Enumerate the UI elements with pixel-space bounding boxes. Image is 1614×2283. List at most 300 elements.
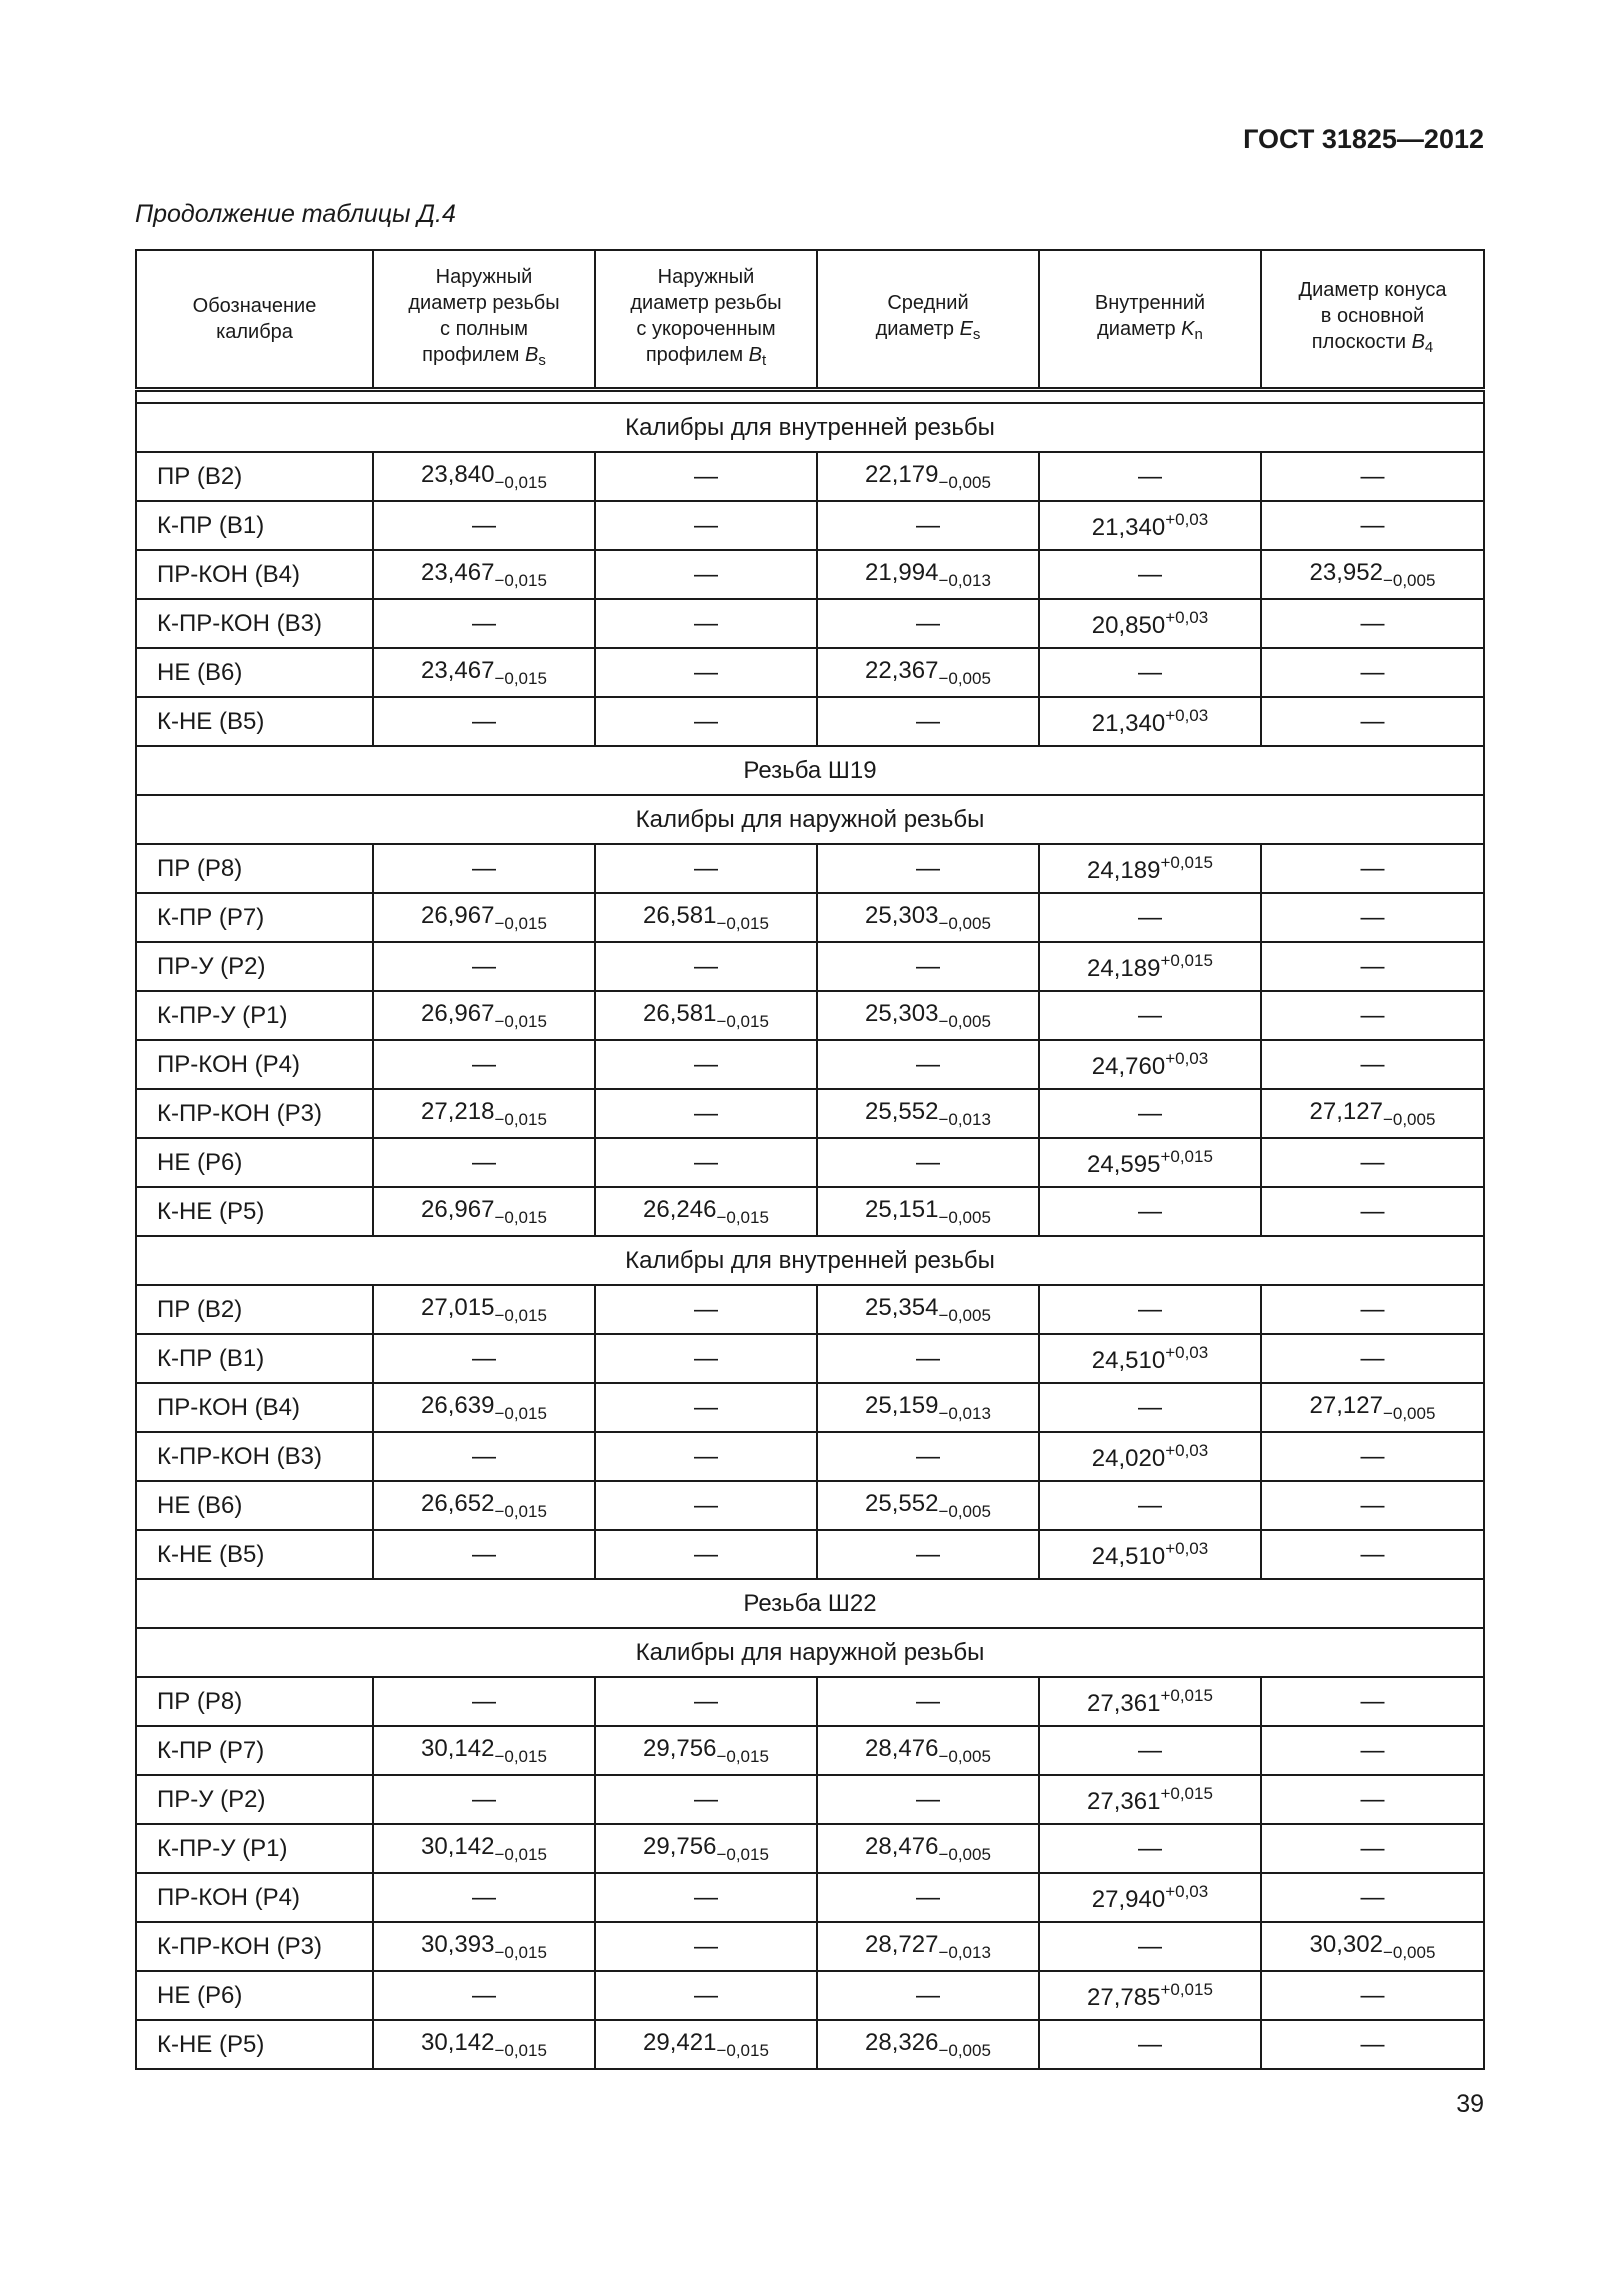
value-cell: — bbox=[1261, 1873, 1484, 1922]
value-cell: — bbox=[1039, 1089, 1261, 1138]
value-cell: — bbox=[595, 1971, 817, 2020]
gauge-designation: ПР-У (Р2) bbox=[136, 1775, 373, 1824]
tolerance-value: −0,013 bbox=[938, 1109, 991, 1129]
header-text: диаметр bbox=[1097, 318, 1182, 340]
nominal-value: 26,967 bbox=[421, 901, 495, 929]
value-cell: — bbox=[1261, 1530, 1484, 1579]
tolerance-value: −0,005 bbox=[938, 1844, 991, 1864]
value-cell bbox=[1039, 1677, 1261, 1726]
nominal-value: 27,127 bbox=[1309, 1391, 1383, 1419]
value-cell bbox=[1261, 1922, 1484, 1971]
section-title: Калибры для внутренней резьбы bbox=[136, 1236, 1484, 1285]
value-cell bbox=[373, 1089, 595, 1138]
table-row bbox=[136, 1187, 1484, 1236]
tolerance-value: −0,015 bbox=[716, 913, 769, 933]
value-cell: — bbox=[817, 1432, 1039, 1481]
value-cell: — bbox=[817, 1971, 1039, 2020]
value-cell bbox=[595, 1726, 817, 1775]
table-row bbox=[136, 1040, 1484, 1089]
value-cell: — bbox=[595, 1138, 817, 1187]
nominal-value: 24,189 bbox=[1087, 954, 1161, 982]
nominal-value: 23,467 bbox=[421, 558, 495, 586]
nominal-value: 30,302 bbox=[1309, 1930, 1383, 1958]
value-cell: — bbox=[1039, 1922, 1261, 1971]
header-cell bbox=[136, 250, 373, 390]
tolerance-value: +0,03 bbox=[1165, 1048, 1209, 1068]
gauge-designation: К-ПР-У (Р1) bbox=[136, 1824, 373, 1873]
value-cell bbox=[373, 893, 595, 942]
value-cell: — bbox=[817, 501, 1039, 550]
header-text: диаметр bbox=[875, 318, 960, 340]
header-text: плоскости bbox=[1311, 331, 1412, 353]
tolerance-value: −0,015 bbox=[494, 913, 547, 933]
nominal-value: 30,142 bbox=[421, 1832, 495, 1860]
nominal-value: 28,326 bbox=[865, 2028, 939, 2056]
tolerance-value: −0,013 bbox=[938, 1942, 991, 1962]
value-cell: — bbox=[595, 1481, 817, 1530]
table-caption: Продолжение таблицы Д.4 bbox=[135, 200, 456, 228]
value-cell: — bbox=[1261, 1481, 1484, 1530]
header-subscript: s bbox=[538, 352, 546, 369]
nominal-value: 28,476 bbox=[865, 1832, 939, 1860]
section-row bbox=[136, 1579, 1484, 1628]
value-cell bbox=[1039, 599, 1261, 648]
gauge-designation: НЕ (Р6) bbox=[136, 1138, 373, 1187]
header-symbol: E bbox=[959, 318, 973, 340]
value-cell bbox=[373, 1922, 595, 1971]
value-cell: — bbox=[817, 1677, 1039, 1726]
value-cell bbox=[1039, 844, 1261, 893]
table-row bbox=[136, 893, 1484, 942]
value-cell: — bbox=[373, 844, 595, 893]
tolerance-value: −0,015 bbox=[716, 1844, 769, 1864]
value-cell bbox=[1039, 501, 1261, 550]
gauge-designation: ПР-КОН (В4) bbox=[136, 550, 373, 599]
value-cell: — bbox=[1261, 1138, 1484, 1187]
gauge-designation: ПР (Р8) bbox=[136, 1677, 373, 1726]
tolerance-value: −0,015 bbox=[494, 1501, 547, 1521]
gauge-designation: ПР-КОН (Р4) bbox=[136, 1040, 373, 1089]
table-row bbox=[136, 1530, 1484, 1579]
value-cell bbox=[817, 1187, 1039, 1236]
value-cell bbox=[1039, 1040, 1261, 1089]
tolerance-value: −0,015 bbox=[494, 1844, 547, 1864]
value-cell bbox=[817, 550, 1039, 599]
value-cell bbox=[373, 2020, 595, 2069]
header-cell bbox=[1261, 250, 1484, 390]
tolerance-value: −0,005 bbox=[938, 668, 991, 688]
header-subscript: n bbox=[1194, 326, 1203, 343]
value-cell bbox=[595, 2020, 817, 2069]
value-cell bbox=[373, 1285, 595, 1334]
value-cell bbox=[595, 991, 817, 1040]
header-subscript: t bbox=[761, 352, 767, 369]
section-title: Калибры для наружной резьбы bbox=[136, 795, 1484, 844]
value-cell bbox=[1039, 1138, 1261, 1187]
value-cell bbox=[373, 1726, 595, 1775]
value-cell bbox=[1039, 1971, 1261, 2020]
nominal-value: 21,340 bbox=[1091, 709, 1166, 737]
value-cell bbox=[373, 1187, 595, 1236]
header-text: Диаметр конуса bbox=[1298, 279, 1447, 301]
nominal-value: 22,367 bbox=[865, 656, 939, 684]
tolerance-value: −0,015 bbox=[494, 1011, 547, 1031]
value-cell bbox=[1039, 1432, 1261, 1481]
header-cell bbox=[595, 250, 817, 390]
nominal-value: 26,246 bbox=[643, 1195, 717, 1223]
header-text: Наружный bbox=[435, 266, 533, 288]
value-cell bbox=[595, 893, 817, 942]
nominal-value: 25,159 bbox=[865, 1391, 939, 1419]
value-cell: — bbox=[373, 1138, 595, 1187]
gauge-designation: К-ПР-КОН (В3) bbox=[136, 1432, 373, 1481]
header-symbol: K bbox=[1181, 318, 1195, 340]
tolerance-value: −0,015 bbox=[494, 1207, 547, 1227]
value-cell: — bbox=[373, 942, 595, 991]
nominal-value: 21,340 bbox=[1091, 513, 1166, 541]
gauge-designation: К-ПР-У (Р1) bbox=[136, 991, 373, 1040]
section-title: Калибры для внутренней резьбы bbox=[136, 403, 1484, 452]
value-cell: — bbox=[1261, 1971, 1484, 2020]
table-row bbox=[136, 1775, 1484, 1824]
value-cell: — bbox=[1039, 1481, 1261, 1530]
nominal-value: 24,189 bbox=[1087, 856, 1161, 884]
value-cell: — bbox=[373, 1677, 595, 1726]
value-cell bbox=[1261, 1383, 1484, 1432]
nominal-value: 27,127 bbox=[1309, 1097, 1383, 1125]
value-cell: — bbox=[1261, 697, 1484, 746]
value-cell: — bbox=[1039, 648, 1261, 697]
value-cell bbox=[1039, 1775, 1261, 1824]
header-cell bbox=[817, 250, 1039, 390]
tolerance-value: −0,015 bbox=[494, 1403, 547, 1423]
value-cell: — bbox=[817, 1138, 1039, 1187]
value-cell: — bbox=[595, 1334, 817, 1383]
gauge-designation: К-ПР (Р7) bbox=[136, 1726, 373, 1775]
header-text: диаметр резьбы bbox=[630, 292, 782, 314]
nominal-value: 29,756 bbox=[643, 1734, 717, 1762]
table-row bbox=[136, 501, 1484, 550]
header-symbol: B bbox=[748, 344, 762, 366]
value-cell: — bbox=[595, 1873, 817, 1922]
tolerance-value: +0,03 bbox=[1165, 1881, 1209, 1901]
value-cell: — bbox=[1261, 648, 1484, 697]
table-row bbox=[136, 1089, 1484, 1138]
nominal-value: 26,581 bbox=[643, 901, 717, 929]
value-cell: — bbox=[1039, 991, 1261, 1040]
table-row bbox=[136, 2020, 1484, 2069]
value-cell: — bbox=[1039, 1383, 1261, 1432]
table-row bbox=[136, 844, 1484, 893]
header-gap-row bbox=[136, 390, 1484, 404]
gauge-designation: К-ПР (В1) bbox=[136, 501, 373, 550]
value-cell: — bbox=[595, 1089, 817, 1138]
nominal-value: 25,303 bbox=[865, 999, 939, 1027]
gauge-designation: НЕ (В6) bbox=[136, 648, 373, 697]
nominal-value: 25,303 bbox=[865, 901, 939, 929]
value-cell bbox=[817, 1726, 1039, 1775]
nominal-value: 27,015 bbox=[421, 1293, 495, 1321]
gauge-designation: К-НЕ (В5) bbox=[136, 697, 373, 746]
value-cell bbox=[1039, 1334, 1261, 1383]
tolerance-value: −0,013 bbox=[938, 1403, 991, 1423]
gauge-designation: К-НЕ (В5) bbox=[136, 1530, 373, 1579]
tolerance-value: −0,005 bbox=[938, 1207, 991, 1227]
table-row bbox=[136, 1285, 1484, 1334]
value-cell bbox=[373, 550, 595, 599]
value-cell: — bbox=[1261, 1334, 1484, 1383]
nominal-value: 30,142 bbox=[421, 2028, 495, 2056]
value-cell bbox=[1039, 1873, 1261, 1922]
tolerance-value: +0,03 bbox=[1165, 509, 1209, 529]
nominal-value: 24,510 bbox=[1091, 1346, 1166, 1374]
header-text: Обозначение bbox=[192, 295, 317, 317]
tolerance-value: +0,015 bbox=[1160, 950, 1213, 970]
gauge-designation: К-ПР (Р7) bbox=[136, 893, 373, 942]
value-cell bbox=[817, 648, 1039, 697]
tolerance-value: −0,015 bbox=[716, 1207, 769, 1227]
gauge-designation: ПР (Р8) bbox=[136, 844, 373, 893]
gauge-designation: ПР-КОН (Р4) bbox=[136, 1873, 373, 1922]
section-row bbox=[136, 795, 1484, 844]
tolerance-value: +0,03 bbox=[1165, 607, 1209, 627]
tolerance-value: +0,015 bbox=[1160, 1146, 1213, 1166]
tolerance-value: −0,015 bbox=[494, 2040, 547, 2060]
table-row bbox=[136, 1824, 1484, 1873]
table-row bbox=[136, 1873, 1484, 1922]
table-row bbox=[136, 942, 1484, 991]
header-text: в основной bbox=[1320, 305, 1425, 327]
table-row bbox=[136, 1922, 1484, 1971]
tolerance-value: −0,005 bbox=[938, 1746, 991, 1766]
gauge-designation: К-ПР (В1) bbox=[136, 1334, 373, 1383]
value-cell: — bbox=[817, 599, 1039, 648]
value-cell bbox=[817, 452, 1039, 501]
document-code: ГОСТ 31825—2012 bbox=[1243, 124, 1484, 154]
header-text: с укороченным bbox=[636, 318, 776, 340]
value-cell: — bbox=[595, 942, 817, 991]
tolerance-value: −0,015 bbox=[716, 2040, 769, 2060]
value-cell bbox=[817, 2020, 1039, 2069]
nominal-value: 26,639 bbox=[421, 1391, 495, 1419]
value-cell: — bbox=[1261, 1726, 1484, 1775]
value-cell: — bbox=[373, 1530, 595, 1579]
tolerance-value: −0,015 bbox=[494, 472, 547, 492]
value-cell bbox=[373, 1383, 595, 1432]
section-title: Резьба Ш22 bbox=[136, 1579, 1484, 1628]
value-cell bbox=[817, 1824, 1039, 1873]
value-cell: — bbox=[595, 697, 817, 746]
tolerance-value: −0,005 bbox=[938, 2040, 991, 2060]
value-cell: — bbox=[595, 1383, 817, 1432]
header-text: Средний bbox=[887, 292, 969, 314]
value-cell: — bbox=[1039, 2020, 1261, 2069]
value-cell bbox=[373, 648, 595, 697]
value-cell: — bbox=[595, 1922, 817, 1971]
gauge-dimensions-table bbox=[135, 249, 1485, 2070]
value-cell: — bbox=[595, 648, 817, 697]
value-cell: — bbox=[595, 1432, 817, 1481]
value-cell: — bbox=[1261, 599, 1484, 648]
tolerance-value: −0,005 bbox=[938, 1305, 991, 1325]
value-cell: — bbox=[595, 452, 817, 501]
value-cell: — bbox=[373, 697, 595, 746]
tolerance-value: +0,015 bbox=[1160, 1685, 1213, 1705]
tolerance-value: −0,005 bbox=[938, 913, 991, 933]
value-cell bbox=[1261, 1089, 1484, 1138]
value-cell bbox=[1039, 697, 1261, 746]
table-row bbox=[136, 1383, 1484, 1432]
nominal-value: 26,967 bbox=[421, 1195, 495, 1223]
value-cell: — bbox=[595, 550, 817, 599]
table-row bbox=[136, 1726, 1484, 1775]
tolerance-value: −0,005 bbox=[938, 472, 991, 492]
table-row bbox=[136, 1432, 1484, 1481]
value-cell: — bbox=[373, 1775, 595, 1824]
value-cell bbox=[373, 991, 595, 1040]
gauge-designation: ПР (В2) bbox=[136, 452, 373, 501]
header-text: профилем bbox=[645, 344, 749, 366]
nominal-value: 26,652 bbox=[421, 1489, 495, 1517]
table-row bbox=[136, 1971, 1484, 2020]
header-text: калибра bbox=[216, 321, 293, 343]
tolerance-value: +0,03 bbox=[1165, 1538, 1209, 1558]
section-row bbox=[136, 1236, 1484, 1285]
value-cell: — bbox=[817, 1873, 1039, 1922]
tolerance-value: −0,005 bbox=[1382, 1109, 1436, 1129]
header-text: диаметр резьбы bbox=[408, 292, 560, 314]
value-cell: — bbox=[1261, 1285, 1484, 1334]
table-row bbox=[136, 1138, 1484, 1187]
gauge-designation: ПР-КОН (В4) bbox=[136, 1383, 373, 1432]
tolerance-value: +0,03 bbox=[1165, 705, 1209, 725]
tolerance-value: −0,015 bbox=[494, 1305, 547, 1325]
nominal-value: 25,151 bbox=[865, 1195, 939, 1223]
value-cell: — bbox=[595, 1530, 817, 1579]
nominal-value: 24,020 bbox=[1091, 1444, 1166, 1472]
value-cell bbox=[1039, 942, 1261, 991]
value-cell: — bbox=[1039, 893, 1261, 942]
header-text: Наружный bbox=[657, 266, 755, 288]
value-cell: — bbox=[1261, 452, 1484, 501]
value-cell: — bbox=[817, 697, 1039, 746]
value-cell: — bbox=[373, 599, 595, 648]
tolerance-value: −0,015 bbox=[716, 1746, 769, 1766]
section-row bbox=[136, 403, 1484, 452]
value-cell: — bbox=[373, 1334, 595, 1383]
nominal-value: 22,179 bbox=[865, 460, 939, 488]
nominal-value: 28,476 bbox=[865, 1734, 939, 1762]
nominal-value: 26,967 bbox=[421, 999, 495, 1027]
value-cell: — bbox=[373, 1040, 595, 1089]
tolerance-value: −0,005 bbox=[1382, 1942, 1436, 1962]
table-row bbox=[136, 648, 1484, 697]
nominal-value: 27,218 bbox=[421, 1097, 495, 1125]
gauge-designation: К-ПР-КОН (В3) bbox=[136, 599, 373, 648]
gauge-designation: К-ПР-КОН (Р3) bbox=[136, 1089, 373, 1138]
section-row bbox=[136, 746, 1484, 795]
value-cell bbox=[817, 893, 1039, 942]
nominal-value: 27,940 bbox=[1091, 1885, 1166, 1913]
table-header-row bbox=[136, 250, 1484, 390]
nominal-value: 25,552 bbox=[865, 1489, 939, 1517]
table-row bbox=[136, 697, 1484, 746]
section-title: Резьба Ш19 bbox=[136, 746, 1484, 795]
header-subscript: s bbox=[972, 326, 981, 343]
nominal-value: 24,595 bbox=[1087, 1150, 1161, 1178]
value-cell: — bbox=[373, 1873, 595, 1922]
tolerance-value: +0,015 bbox=[1160, 1979, 1213, 1999]
section-title: Калибры для наружной резьбы bbox=[136, 1628, 1484, 1677]
nominal-value: 23,952 bbox=[1309, 558, 1383, 586]
value-cell: — bbox=[1261, 1775, 1484, 1824]
value-cell: — bbox=[595, 1285, 817, 1334]
value-cell bbox=[595, 1824, 817, 1873]
nominal-value: 29,756 bbox=[643, 1832, 717, 1860]
header-symbol: B bbox=[524, 344, 539, 366]
value-cell bbox=[1039, 1530, 1261, 1579]
value-cell bbox=[1261, 550, 1484, 599]
value-cell: — bbox=[1261, 1432, 1484, 1481]
value-cell: — bbox=[1261, 844, 1484, 893]
table-row bbox=[136, 991, 1484, 1040]
value-cell: — bbox=[817, 1775, 1039, 1824]
tolerance-value: −0,015 bbox=[494, 668, 547, 688]
nominal-value: 27,361 bbox=[1087, 1689, 1161, 1717]
value-cell: — bbox=[817, 1040, 1039, 1089]
tolerance-value: −0,015 bbox=[494, 1746, 547, 1766]
value-cell: — bbox=[1261, 1824, 1484, 1873]
table-row bbox=[136, 1677, 1484, 1726]
tolerance-value: −0,015 bbox=[494, 1109, 547, 1129]
tolerance-value: −0,005 bbox=[938, 1501, 991, 1521]
gauge-designation: К-НЕ (Р5) bbox=[136, 2020, 373, 2069]
table-row bbox=[136, 599, 1484, 648]
value-cell: — bbox=[817, 1334, 1039, 1383]
value-cell: — bbox=[817, 1530, 1039, 1579]
value-cell bbox=[373, 1824, 595, 1873]
nominal-value: 30,142 bbox=[421, 1734, 495, 1762]
tolerance-value: −0,015 bbox=[494, 1942, 547, 1962]
nominal-value: 26,581 bbox=[643, 999, 717, 1027]
value-cell: — bbox=[1039, 1285, 1261, 1334]
value-cell: — bbox=[595, 1775, 817, 1824]
value-cell: — bbox=[373, 501, 595, 550]
value-cell: — bbox=[595, 1040, 817, 1089]
header-subscript: 4 bbox=[1424, 339, 1434, 356]
value-cell: — bbox=[1039, 1824, 1261, 1873]
nominal-value: 23,467 bbox=[421, 656, 495, 684]
value-cell: — bbox=[817, 942, 1039, 991]
value-cell bbox=[817, 1089, 1039, 1138]
nominal-value: 29,421 bbox=[643, 2028, 717, 2056]
nominal-value: 25,354 bbox=[865, 1293, 939, 1321]
header-text: профилем bbox=[422, 344, 525, 366]
value-cell bbox=[817, 1383, 1039, 1432]
gauge-designation: НЕ (В6) bbox=[136, 1481, 373, 1530]
value-cell: — bbox=[1039, 550, 1261, 599]
header-text: с полным bbox=[440, 318, 528, 340]
table-row bbox=[136, 550, 1484, 599]
value-cell: — bbox=[1039, 1726, 1261, 1775]
value-cell bbox=[373, 452, 595, 501]
table-row bbox=[136, 452, 1484, 501]
table-row bbox=[136, 1481, 1484, 1530]
gauge-designation: К-НЕ (Р5) bbox=[136, 1187, 373, 1236]
nominal-value: 24,760 bbox=[1091, 1052, 1166, 1080]
value-cell: — bbox=[1039, 1187, 1261, 1236]
value-cell bbox=[817, 1285, 1039, 1334]
